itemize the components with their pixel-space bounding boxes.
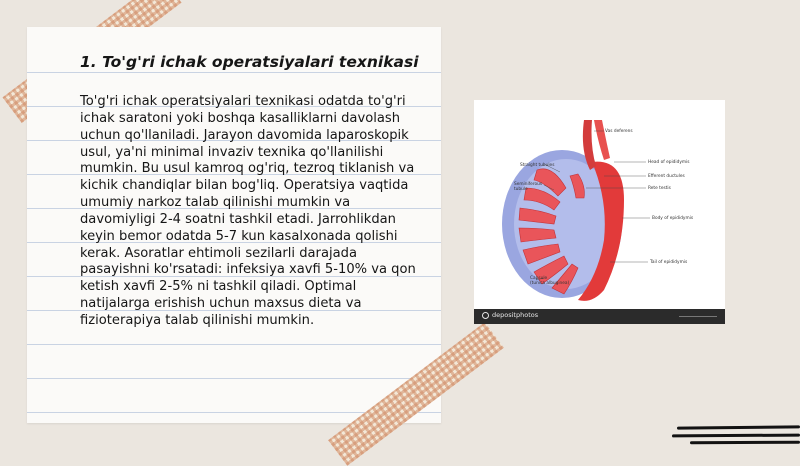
label-rete-testis: Rete testis: [648, 186, 671, 191]
decorative-line: [677, 425, 800, 429]
watermark-logo-icon: [482, 312, 489, 319]
slide-title: 1. To'g'ri ichak operatsiyalari texnikasi: [80, 53, 419, 71]
slide-body-text: To'g'ri ichak operatsiyalari texnikasi odatda to'g'ri ichak saratoni yoki boshqa kasalliklarni davolash uchun qo'llaniladi. Jarayon davomida laparoskopik usul, ya'ni minimal invaziv texnika qo'llanilishi mumkin. Bu usul kamroq og'riq, tezroq tiklanish va kichik chandiqlar bilan bog'liq. Operatsiya vaqtida umumiy narkoz talab qilinishi mumkin va davomiyligi 2-4 soatni tashkil etadi. Jarrohlikdan keyin bemor odatda 5-7 kun kasalxonada qolishi kerak. Asoratlar ehtimoli sezilarli darajada pasayishni ko'rsatadi: infeksiya xavfi 5-10% va qon ketish xavfi 2-5% ni tashkil qiladi. Optimal natijalarga erishish uchun maxsus dieta va fizioterapiya talab qilinishi mumkin.: [80, 94, 416, 328]
label-body-epididymis: Body of epididymis: [652, 216, 694, 221]
label-tail-epididymis: Tail of epididymis: [650, 260, 688, 265]
watermark-bar: [474, 309, 725, 324]
label-head-epididymis: Head of epididymis: [648, 160, 690, 165]
label-tunica-albuginea: (tunica albuginea): [530, 281, 570, 286]
testis-anatomy-figure: [474, 100, 725, 324]
label-straight-tubules: Straight tubules: [520, 163, 555, 168]
label-vas-deferens: Vas deferens: [605, 129, 633, 134]
anatomy-illustration: [474, 100, 725, 324]
watermark-text: depositphotos: [492, 311, 539, 319]
watermark: [482, 311, 538, 319]
decorative-line: [690, 441, 800, 445]
label-tubule: tubule: [514, 187, 528, 192]
decorative-line: [672, 434, 800, 438]
label-capsule: Capsule: [530, 276, 548, 281]
label-seminiferous: Seminiferous: [514, 182, 543, 187]
watermark-divider: [679, 316, 717, 317]
spermatic-cord: [594, 120, 610, 160]
label-efferent-ductules: Efferent ductules: [648, 174, 685, 179]
